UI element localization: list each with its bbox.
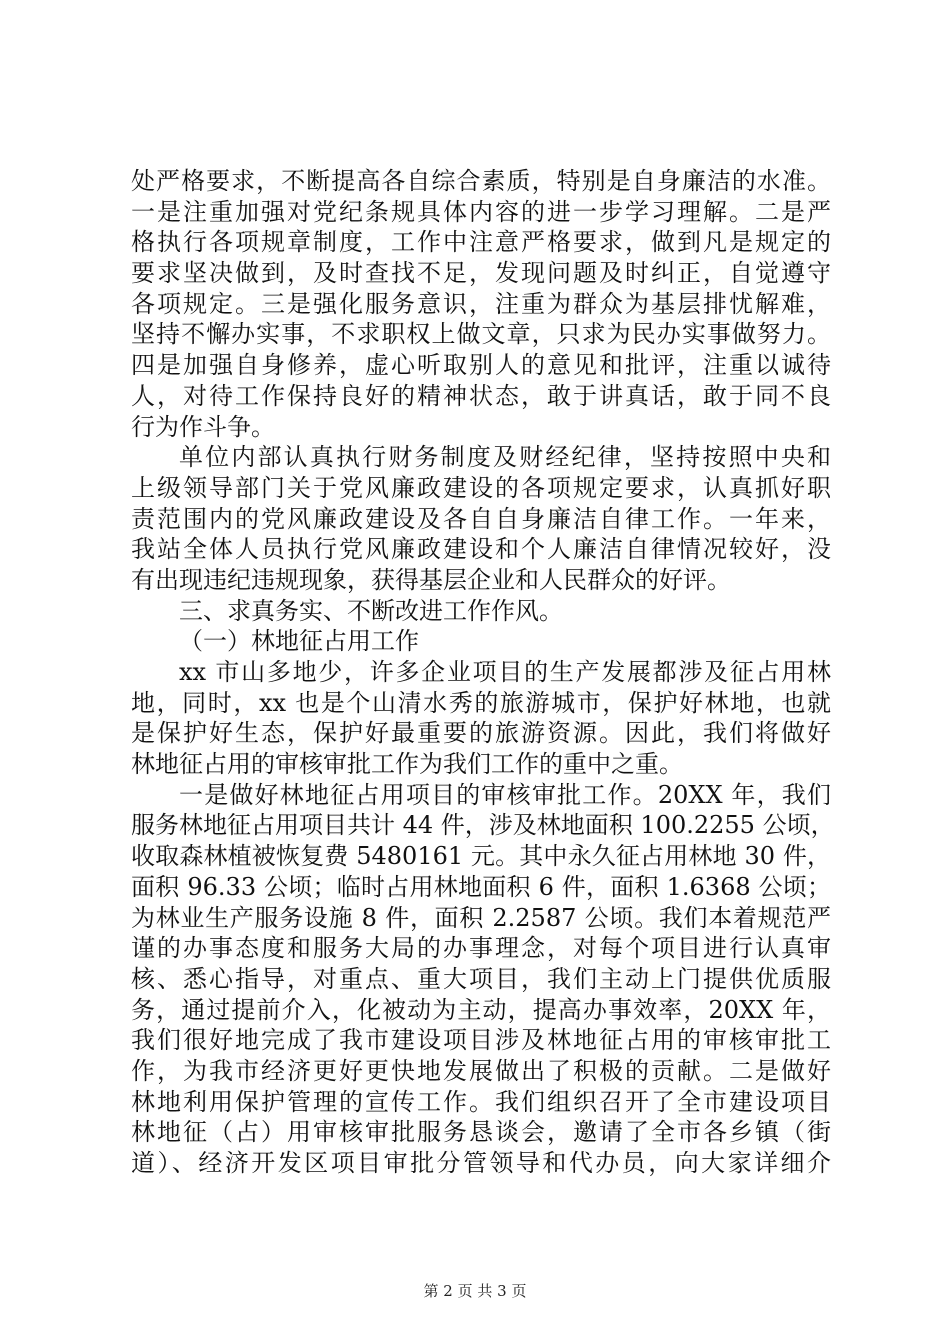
- text-line: 面积 96.33 公顷；临时占用林地面积 6 件，面积 1.6368 公顷；: [131, 872, 831, 901]
- text-line: 三、求真务实、不断改进工作作风。: [179, 596, 563, 625]
- text-line: 各项规定。三是强化服务意识，注重为群众为基层排忧解难，: [131, 289, 831, 318]
- text-line: 处严格要求，不断提高各自综合素质，特别是自身廉洁的水准。: [131, 167, 831, 195]
- page-number-footer: 第 2 页 共 3 页: [423, 1282, 527, 1300]
- text-line: 我站全体人员执行党风廉政建设和个人廉洁自律情况较好，没: [131, 535, 831, 564]
- text-line: 坚持不懈办实事，不求职权上做文章，只求为民办实事做努力。: [131, 320, 831, 349]
- text-line: 务，通过提前介入，化被动为主动，提高办事效率，20XX 年，: [131, 995, 831, 1024]
- document-body: [131, 166, 835, 1179]
- text-line: 我们很好地完成了我市建设项目涉及林地征占用的审核审批工: [131, 1026, 831, 1055]
- text-line: 道）、经济开发区项目审批分管领导和代办员，向大家详细介: [131, 1149, 831, 1177]
- text-line: 收取森林植被恢复费 5480161 元。其中永久征占用林地 30 件，: [131, 842, 831, 871]
- text-line: 格执行各项规章制度，工作中注意严格要求，做到凡是规定的: [131, 228, 831, 257]
- text-line: 要求坚决做到，及时查找不足，发现问题及时纠正，自觉遵守: [131, 259, 831, 288]
- text-line: 有出现违纪违规现象，获得基层企业和人民群众的好评。: [131, 565, 731, 594]
- text-line: xx 市山多地少，许多企业项目的生产发展都涉及征占用林: [179, 658, 831, 686]
- text-line: 为林业生产服务设施 8 件，面积 2.2587 公顷。我们本着规范严: [131, 903, 831, 932]
- text-line: 行为作斗争。: [131, 412, 275, 441]
- text-line: 地，同时，xx 也是个山清水秀的旅游城市，保护好林地，也就: [131, 688, 831, 717]
- text-line: 林地征占用的审核审批工作为我们工作的重中之重。: [131, 750, 683, 779]
- text-line: 谨的办事态度和服务大局的办事理念，对每个项目进行认真审: [131, 934, 831, 963]
- text-line: （一）林地征占用工作: [179, 627, 419, 656]
- text-line: 服务林地征占用项目共计 44 件，涉及林地面积 100.2255 公顷，: [131, 811, 835, 840]
- text-line: 责范围内的党风廉政建设及各自自身廉洁自律工作。一年来，: [131, 504, 831, 533]
- text-line: 上级领导部门关于党风廉政建设的各项规定要求，认真抓好职: [131, 473, 831, 502]
- text-line: 是保护好生态，保护好最重要的旅游资源。因此，我们将做好: [131, 719, 831, 748]
- text-line: 单位内部认真执行财务制度及财经纪律，坚持按照中央和: [179, 443, 831, 472]
- text-line: 四是加强自身修养，虚心听取别人的意见和批评，注重以诚待: [131, 351, 831, 380]
- text-line: 一是注重加强对党纪条规具体内容的进一步学习理解。二是严: [131, 197, 831, 226]
- text-line: 人，对待工作保持良好的精神状态，敢于讲真话，敢于同不良: [131, 381, 831, 410]
- text-line: 林地利用保护管理的宣传工作。我们组织召开了全市建设项目: [131, 1087, 831, 1116]
- text-line: 林地征（占）用审核审批服务恳谈会，邀请了全市各乡镇（街: [131, 1118, 831, 1147]
- text-line: 作，为我市经济更好更快地发展做出了积极的贡献。二是做好: [131, 1056, 831, 1085]
- text-line: 核、悉心指导，对重点、重大项目，我们主动上门提供优质服: [131, 964, 831, 993]
- text-line: 一是做好林地征占用项目的审核审批工作。20XX 年，我们: [179, 780, 831, 809]
